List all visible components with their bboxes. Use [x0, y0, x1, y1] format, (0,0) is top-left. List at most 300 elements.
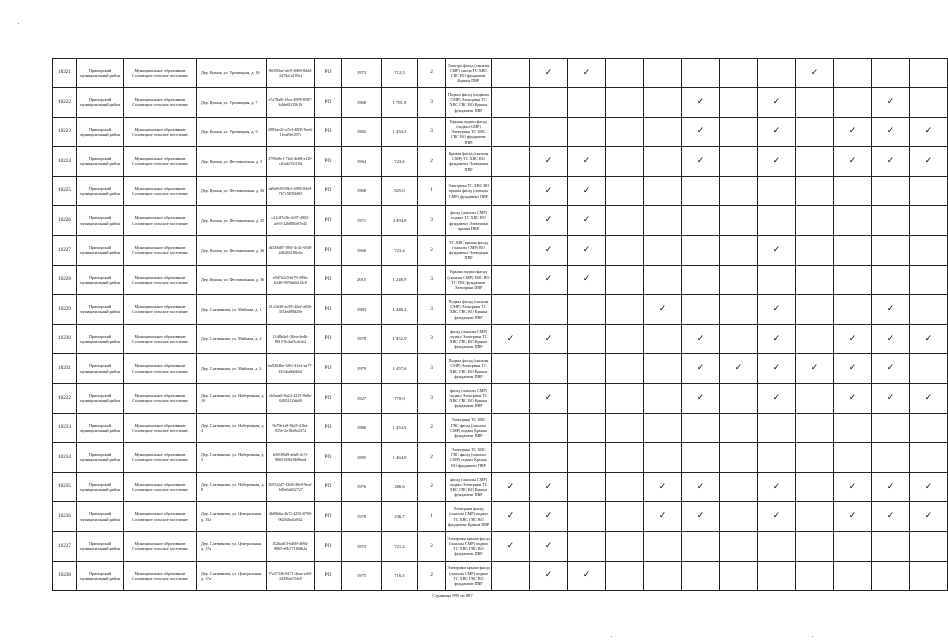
work-column-2-cell: [530, 383, 568, 413]
work-column-1-cell: [492, 117, 530, 147]
works-list-cell: Электрики ТС ХВС ГВС фасад (сыпалы СМР) подвал Крыша ВО фундамент ПВР: [446, 443, 492, 473]
work-column-2-cell: [530, 443, 568, 473]
checkmark-icon: ✓: [848, 511, 857, 522]
work-column-4-cell: [606, 502, 644, 532]
municipality-cell: Муниципальное образование Соловецкое сельское поселение: [124, 59, 197, 88]
address-cell: Дер. Слатвинова, ул. Центральная, д. 17а: [197, 531, 267, 561]
district-cell: Приморский муниципальный район: [77, 235, 124, 265]
municipality-cell: Муниципальное образование Соловецкое сельское поселение: [124, 295, 197, 325]
checkmark-icon: ✓: [696, 96, 705, 107]
checkmark-icon: ✓: [582, 244, 591, 255]
checkmark-icon: ✓: [772, 96, 781, 107]
work-column-7-cell: [720, 324, 758, 354]
house-guid-cell: b50189d9-a6a8-4c7f-9065-b9b18b9bfad: [267, 443, 315, 473]
work-column-11-cell: [872, 472, 910, 502]
work-column-11-cell: [872, 561, 910, 591]
housing-type-cell: РО: [315, 561, 342, 591]
work-column-12-cell: [910, 176, 948, 206]
work-column-3-cell: [568, 295, 606, 325]
checkmark-icon: ✓: [696, 333, 705, 344]
housing-type-cell: РО: [315, 472, 342, 502]
program-cell: 2: [418, 472, 446, 502]
program-cell: 2: [418, 235, 446, 265]
scan-speck: [18, 23, 19, 24]
district-cell: Приморский муниципальный район: [77, 265, 124, 295]
municipality-cell: Муниципальное образование Соловецкое сельское поселение: [124, 88, 197, 118]
area-cell: 236,7: [382, 502, 418, 532]
address-cell: Дер. Слатвинова, ул. Майская, д. 1: [197, 295, 267, 325]
district-cell: Приморский муниципальный район: [77, 354, 124, 384]
house-guid-cell: f7a3733b-8471-4eaa-a40f-24296ef55fe0: [267, 561, 315, 591]
year-cell: 1886: [342, 413, 382, 443]
work-column-6-cell: [682, 206, 720, 236]
work-column-4-cell: [606, 443, 644, 473]
checkmark-icon: ✓: [886, 126, 895, 137]
work-column-9-cell: [796, 206, 834, 236]
work-column-6-cell: [682, 235, 720, 265]
checkmark-icon: ✓: [582, 185, 591, 196]
work-column-3-cell: [568, 117, 606, 147]
work-column-6-cell: [682, 59, 720, 88]
checkmark-icon: ✓: [848, 481, 857, 492]
work-column-3-cell: [568, 147, 606, 177]
work-column-4-cell: [606, 176, 644, 206]
year-cell: 1975: [342, 561, 382, 591]
district-cell: Приморский муниципальный район: [77, 413, 124, 443]
housing-type-cell: РО: [315, 147, 342, 177]
area-cell: 723,6: [382, 147, 418, 177]
municipality-cell: Муниципальное образование Соловецкое сельское поселение: [124, 502, 197, 532]
housing-type-cell: РО: [315, 117, 342, 147]
work-column-1-cell: [492, 59, 530, 88]
checkmark-icon: ✓: [924, 392, 933, 403]
works-list-cell: ТС ХВС крыша фасад (сыпалы СМР) ВО фундамент Электрики ПВР: [446, 235, 492, 265]
table-row: [53, 88, 948, 118]
program-cell: 1: [418, 176, 446, 206]
housing-type-cell: РО: [315, 531, 342, 561]
work-column-6-cell: [682, 324, 720, 354]
work-column-2-cell: [530, 176, 568, 206]
work-column-8-cell: [758, 531, 796, 561]
municipality-cell: Муниципальное образование Соловецкое сельское поселение: [124, 117, 197, 147]
housing-register-table: [52, 58, 948, 591]
checkmark-icon: ✓: [848, 126, 857, 137]
row-id: 10231: [53, 354, 77, 384]
work-column-5-cell: [644, 502, 682, 532]
work-column-10-cell: [834, 472, 872, 502]
program-cell: 1: [418, 502, 446, 532]
checkmark-icon: ✓: [696, 511, 705, 522]
table-row: [53, 502, 948, 532]
municipality-cell: Муниципальное образование Соловецкое сельское поселение: [124, 354, 197, 384]
house-guid-cell: da9a9f83-08cf-4985-84e9-7b7c5835b9f5: [267, 176, 315, 206]
work-column-4-cell: [606, 413, 644, 443]
house-guid-cell: e9d7b2c0-6f79-499a-b340-9959a6b1f2c0: [267, 265, 315, 295]
scan-speck: [812, 636, 813, 637]
work-column-7-cell: [720, 443, 758, 473]
work-column-2-cell: [530, 561, 568, 591]
work-column-9-cell: [796, 295, 834, 325]
address-cell: Дер. Кушня, ул. Фестивальная, д. 3: [197, 147, 267, 177]
checkmark-icon: ✓: [772, 155, 781, 166]
house-guid-cell: 3795e8e1-72ef-4e68-a129-c61ab7f5f194: [267, 147, 315, 177]
area-cell: 4 494,8: [382, 206, 418, 236]
checkmark-icon: ✓: [544, 511, 553, 522]
district-cell: Приморский муниципальный район: [77, 472, 124, 502]
work-column-5-cell: [644, 561, 682, 591]
work-column-7-cell: [720, 502, 758, 532]
area-cell: 721,2: [382, 531, 418, 561]
work-column-1-cell: [492, 413, 530, 443]
work-column-6-cell: [682, 472, 720, 502]
row-id: 10233: [53, 413, 77, 443]
house-guid-cell: e7a78a0f-f5ea-4998-8587-b4de8f135b16: [267, 88, 315, 118]
housing-type-cell: РО: [315, 295, 342, 325]
district-cell: Приморский муниципальный район: [77, 295, 124, 325]
works-list-cell: Подвал фасад (сыпалы СМР) Электрики ТС ХВС ГВС ВО Крыша фундамент ПВР: [446, 354, 492, 384]
work-column-12-cell: [910, 502, 948, 532]
work-column-4-cell: [606, 472, 644, 502]
house-guid-cell: c21c87e3b-4c97-4905-ae93-32b888a97e45: [267, 206, 315, 236]
work-column-6-cell: [682, 265, 720, 295]
work-column-7-cell: [720, 413, 758, 443]
municipality-cell: Муниципальное образование Соловецкое сельское поселение: [124, 147, 197, 177]
house-guid-cell: 2983ae21-a7e3-4805-9ee6-11eaf9ef297c: [267, 117, 315, 147]
work-column-3-cell: [568, 206, 606, 236]
address-cell: Дер. Слатвинова, ул. Майская, д. 2: [197, 354, 267, 384]
works-list-cell: Подвал фасад (подвалы СМР) Электрики ТС ХВС ГВС ВО Крыша фундамент ПВР: [446, 88, 492, 118]
work-column-1-cell: [492, 354, 530, 384]
work-column-8-cell: [758, 295, 796, 325]
work-column-5-cell: [644, 383, 682, 413]
works-list-cell: Электро фасад (сыпалы СМР) сносы ТС ХВС ГВС ВО фундамент Крыша ПВР: [446, 59, 492, 88]
address-cell: Дер. Кушня, ул. Фестивальная, д. 36: [197, 265, 267, 295]
checkmark-icon: ✓: [544, 274, 553, 285]
table-row: [53, 443, 948, 473]
work-column-9-cell: [796, 502, 834, 532]
checkmark-icon: ✓: [506, 481, 515, 492]
work-column-6-cell: [682, 117, 720, 147]
work-column-3-cell: [568, 531, 606, 561]
work-column-5-cell: [644, 354, 682, 384]
work-column-4-cell: [606, 354, 644, 384]
address-cell: Дер. Слатвинова, ул. Центральная, д. 17а: [197, 561, 267, 591]
area-cell: 770,9: [382, 383, 418, 413]
checkmark-icon: ✓: [886, 481, 895, 492]
house-guid-cell: 4b80b6a-2b7f-4255-8769-96264ba5a942: [267, 502, 315, 532]
work-column-2-cell: [530, 235, 568, 265]
work-column-1-cell: [492, 472, 530, 502]
work-column-2-cell: [530, 413, 568, 443]
checkmark-icon: ✓: [886, 333, 895, 344]
table-row: [53, 265, 948, 295]
program-cell: 2: [418, 531, 446, 561]
table-row: [53, 413, 948, 443]
work-column-2-cell: [530, 59, 568, 88]
work-column-4-cell: [606, 561, 644, 591]
work-column-7-cell: [720, 235, 758, 265]
district-cell: Приморский муниципальный район: [77, 443, 124, 473]
work-column-8-cell: [758, 413, 796, 443]
work-column-3-cell: [568, 413, 606, 443]
work-column-8-cell: [758, 88, 796, 118]
address-cell: Дер. Слатвинова, ул. Набережная, д. 8: [197, 472, 267, 502]
program-cell: 2: [418, 59, 446, 88]
program-cell: 3: [418, 354, 446, 384]
work-column-1-cell: [492, 176, 530, 206]
house-guid-cell: 9b59f3ae-afc9-4680-8dd4-3479a1a105cf: [267, 59, 315, 88]
work-column-3-cell: [568, 88, 606, 118]
works-list-cell: фасад (сыпалы СМР) подвал ТС ХВС ВО фундамент Электрики крыша ПВР: [446, 206, 492, 236]
works-list-cell: Электрики крыша фасад (сыпалы СМР) подвал ТС ХВС ГВС ВО фундамент ПВР: [446, 561, 492, 591]
work-column-7-cell: [720, 472, 758, 502]
checkmark-icon: ✓: [810, 67, 819, 78]
checkmark-icon: ✓: [506, 540, 515, 551]
work-column-11-cell: [872, 354, 910, 384]
work-column-8-cell: [758, 147, 796, 177]
work-column-11-cell: [872, 59, 910, 88]
work-column-9-cell: [796, 59, 834, 88]
checkmark-icon: ✓: [544, 185, 553, 196]
work-column-12-cell: [910, 472, 948, 502]
address-cell: Дер. Кушня, ул. Фестивальная, д. 36: [197, 235, 267, 265]
program-cell: 3: [418, 324, 446, 354]
page-footer: Страница 995 из 887: [432, 593, 473, 598]
work-column-8-cell: [758, 354, 796, 384]
work-column-12-cell: [910, 88, 948, 118]
work-column-10-cell: [834, 206, 872, 236]
work-column-10-cell: [834, 265, 872, 295]
work-column-1-cell: [492, 265, 530, 295]
work-column-6-cell: [682, 413, 720, 443]
work-column-3-cell: [568, 561, 606, 591]
scan-speck: [611, 636, 612, 637]
work-column-12-cell: [910, 59, 948, 88]
work-column-8-cell: [758, 206, 796, 236]
work-column-4-cell: [606, 531, 644, 561]
work-column-7-cell: [720, 561, 758, 591]
work-column-8-cell: [758, 235, 796, 265]
table-row: [53, 117, 948, 147]
work-column-6-cell: [682, 176, 720, 206]
work-column-11-cell: [872, 324, 910, 354]
work-column-5-cell: [644, 235, 682, 265]
checkmark-icon: ✓: [582, 215, 591, 226]
checkmark-icon: ✓: [696, 155, 705, 166]
checkmark-icon: ✓: [772, 333, 781, 344]
row-id: 10225: [53, 176, 77, 206]
table-body: [53, 59, 948, 591]
district-cell: Приморский муниципальный район: [77, 59, 124, 88]
checkmark-icon: ✓: [848, 363, 857, 374]
house-guid-cell: f52bad13-b469-4694-8865-e0b771f0db2a: [267, 531, 315, 561]
housing-type-cell: РО: [315, 265, 342, 295]
work-column-2-cell: [530, 354, 568, 384]
area-cell: 1 452,9: [382, 324, 418, 354]
work-column-7-cell: [720, 176, 758, 206]
program-cell: 3: [418, 206, 446, 236]
program-cell: 3: [418, 117, 446, 147]
checkmark-icon: ✓: [924, 511, 933, 522]
work-column-6-cell: [682, 88, 720, 118]
checkmark-icon: ✓: [886, 96, 895, 107]
work-column-3-cell: [568, 443, 606, 473]
work-column-2-cell: [530, 117, 568, 147]
checkmark-icon: ✓: [924, 155, 933, 166]
work-column-11-cell: [872, 383, 910, 413]
table-row: [53, 383, 948, 413]
district-cell: Приморский муниципальный район: [77, 561, 124, 591]
work-column-5-cell: [644, 176, 682, 206]
district-cell: Приморский муниципальный район: [77, 176, 124, 206]
work-column-1-cell: [492, 295, 530, 325]
district-cell: Приморский муниципальный район: [77, 147, 124, 177]
work-column-1-cell: [492, 561, 530, 591]
program-cell: 3: [418, 88, 446, 118]
checkmark-icon: ✓: [734, 363, 743, 374]
checkmark-icon: ✓: [924, 333, 933, 344]
row-id: 10236: [53, 502, 77, 532]
program-cell: 2: [418, 147, 446, 177]
checkmark-icon: ✓: [658, 511, 667, 522]
checkmark-icon: ✓: [506, 511, 515, 522]
work-column-12-cell: [910, 324, 948, 354]
work-column-9-cell: [796, 88, 834, 118]
work-column-10-cell: [834, 443, 872, 473]
table-row: [53, 561, 948, 591]
work-column-10-cell: [834, 324, 872, 354]
work-column-5-cell: [644, 531, 682, 561]
checkmark-icon: ✓: [544, 67, 553, 78]
housing-type-cell: РО: [315, 88, 342, 118]
row-id: 10228: [53, 265, 77, 295]
work-column-9-cell: [796, 472, 834, 502]
municipality-cell: Муниципальное образование Соловецкое сельское поселение: [124, 472, 197, 502]
work-column-2-cell: [530, 324, 568, 354]
checkmark-icon: ✓: [886, 155, 895, 166]
district-cell: Приморский муниципальный район: [77, 383, 124, 413]
area-cell: 1 464,0: [382, 443, 418, 473]
row-id: 10232: [53, 383, 77, 413]
work-column-9-cell: [796, 147, 834, 177]
work-column-5-cell: [644, 147, 682, 177]
program-cell: 3: [418, 295, 446, 325]
works-list-cell: Электрики ТС ХВС ГВС фасад (сыпалы СМР) подвал Крыша фундамент ПВР: [446, 413, 492, 443]
checkmark-icon: ✓: [658, 303, 667, 314]
work-column-2-cell: [530, 295, 568, 325]
work-column-11-cell: [872, 147, 910, 177]
work-column-7-cell: [720, 383, 758, 413]
district-cell: Приморский муниципальный район: [77, 324, 124, 354]
work-column-8-cell: [758, 59, 796, 88]
work-column-4-cell: [606, 324, 644, 354]
year-cell: 1983: [342, 295, 382, 325]
work-column-12-cell: [910, 383, 948, 413]
checkmark-icon: ✓: [772, 392, 781, 403]
work-column-9-cell: [796, 354, 834, 384]
housing-type-cell: РО: [315, 59, 342, 88]
checkmark-icon: ✓: [582, 155, 591, 166]
work-column-5-cell: [644, 265, 682, 295]
table-row: [53, 324, 948, 354]
address-cell: Дер. Кушня, ул. Фестивальная, д. 25: [197, 206, 267, 236]
row-id: 10237: [53, 531, 77, 561]
work-column-12-cell: [910, 117, 948, 147]
housing-type-cell: РО: [315, 324, 342, 354]
checkmark-icon: ✓: [544, 155, 553, 166]
work-column-7-cell: [720, 295, 758, 325]
work-column-6-cell: [682, 502, 720, 532]
work-column-11-cell: [872, 531, 910, 561]
work-column-9-cell: [796, 383, 834, 413]
work-column-9-cell: [796, 117, 834, 147]
checkmark-icon: ✓: [582, 67, 591, 78]
work-column-8-cell: [758, 443, 796, 473]
work-column-10-cell: [834, 413, 872, 443]
work-column-12-cell: [910, 354, 948, 384]
work-column-1-cell: [492, 383, 530, 413]
work-column-3-cell: [568, 59, 606, 88]
program-cell: 2: [418, 443, 446, 473]
housing-type-cell: РО: [315, 383, 342, 413]
work-column-7-cell: [720, 117, 758, 147]
checkmark-icon: ✓: [848, 155, 857, 166]
work-column-9-cell: [796, 561, 834, 591]
area-cell: 825,0: [382, 176, 418, 206]
checkmark-icon: ✓: [772, 511, 781, 522]
checkmark-icon: ✓: [848, 333, 857, 344]
checkmark-icon: ✓: [886, 303, 895, 314]
municipality-cell: Муниципальное образование Соловецкое сельское поселение: [124, 531, 197, 561]
area-cell: 1 448,4: [382, 295, 418, 325]
checkmark-icon: ✓: [924, 481, 933, 492]
district-cell: Приморский муниципальный район: [77, 531, 124, 561]
address-cell: Дер. Кушня, ул. Урочищная, д. 9: [197, 117, 267, 147]
work-column-8-cell: [758, 383, 796, 413]
work-column-11-cell: [872, 502, 910, 532]
work-column-12-cell: [910, 235, 948, 265]
work-column-9-cell: [796, 265, 834, 295]
checkmark-icon: ✓: [772, 303, 781, 314]
work-column-5-cell: [644, 59, 682, 88]
work-column-7-cell: [720, 531, 758, 561]
checkmark-icon: ✓: [544, 244, 553, 255]
work-column-4-cell: [606, 265, 644, 295]
work-column-3-cell: [568, 324, 606, 354]
housing-type-cell: РО: [315, 206, 342, 236]
row-id: 10227: [53, 235, 77, 265]
area-cell: 1 454,9: [382, 413, 418, 443]
works-list-cell: Электрики ТС ХВС ВО крыша фасад (сыпалы СМР) фундамент ПВР: [446, 176, 492, 206]
program-cell: 3: [418, 265, 446, 295]
row-id: 10223: [53, 117, 77, 147]
row-id: 10234: [53, 443, 77, 473]
row-id: 10222: [53, 88, 77, 118]
works-list-cell: Крыша подвал фасад (сыпалы СМР) ХВС ВО ТС ГВС фундамент Электрики ПВР: [446, 265, 492, 295]
checkmark-icon: ✓: [544, 481, 553, 492]
district-cell: Приморский муниципальный район: [77, 502, 124, 532]
area-cell: 716,5: [382, 561, 418, 591]
work-column-12-cell: [910, 147, 948, 177]
municipality-cell: Муниципальное образование Соловецкое сельское поселение: [124, 443, 197, 473]
work-column-1-cell: [492, 502, 530, 532]
works-list-cell: фасад (сыпалы СМР) подвал Электрики ТС ХВС ГВС ВО Крыша фундамент ПВР: [446, 472, 492, 502]
work-column-6-cell: [682, 531, 720, 561]
area-cell: 1 781,8: [382, 88, 418, 118]
work-column-6-cell: [682, 561, 720, 591]
work-column-10-cell: [834, 147, 872, 177]
house-guid-cell: ba9204be-3f61-41e2-aa77-415cba8d6bb2: [267, 354, 315, 384]
